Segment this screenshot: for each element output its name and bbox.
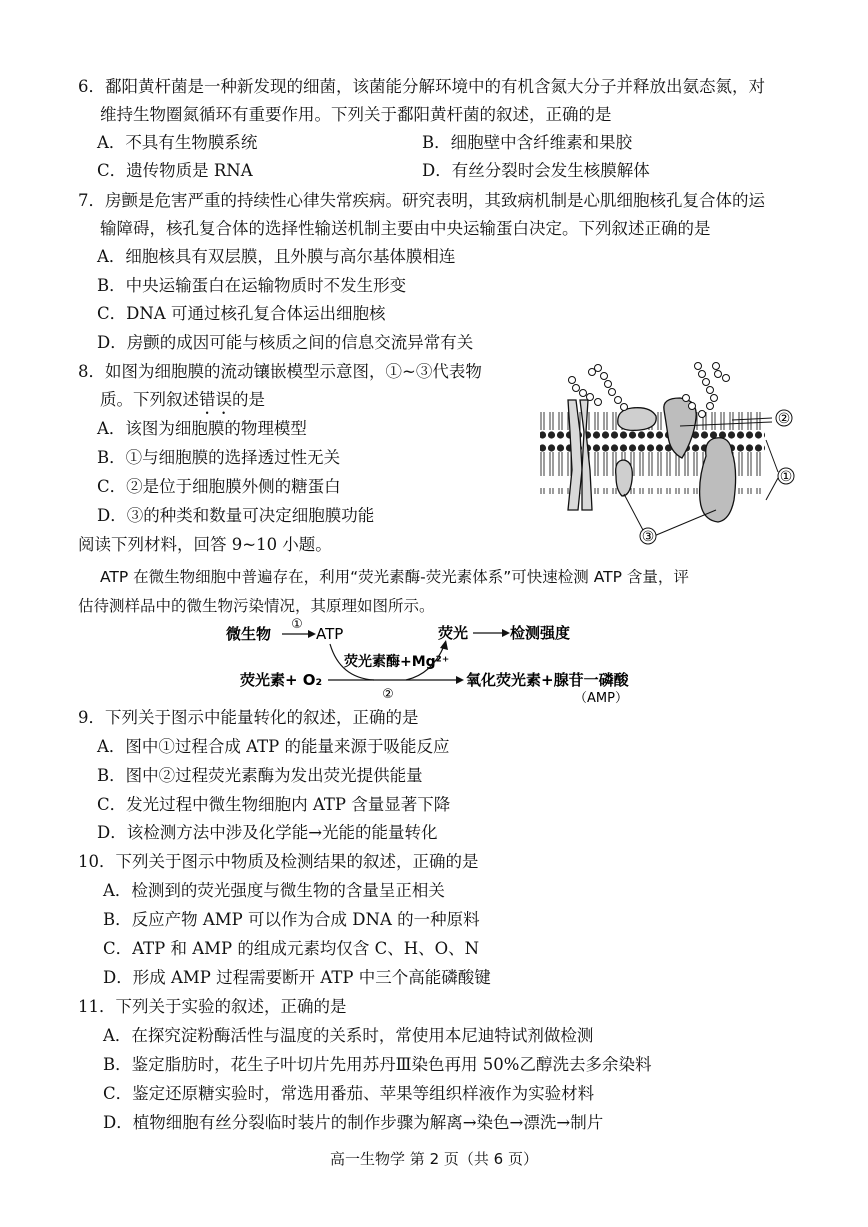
q9-option-a: A．图中①过程合成 ATP 的能量来源于吸能反应 xyxy=(97,737,450,756)
scheme-product: 氧化荧光素+腺苷一磷酸 xyxy=(466,671,629,689)
q10-option-a: A．检测到的荧光强度与微生物的含量呈正相关 xyxy=(103,881,445,900)
cell-membrane-diagram xyxy=(520,360,810,550)
label-2: ② xyxy=(777,411,791,427)
q6-option-a: A．不具有生物膜系统 xyxy=(97,133,258,152)
q7-option-a: A．细胞核具有双层膜，且外膜与高尔基体膜相连 xyxy=(97,247,456,266)
scheme-amp: （AMP） xyxy=(574,691,628,704)
q6-option-d: D．有丝分裂时会发生核膜解体 xyxy=(422,161,650,180)
q6-option-b: B．细胞壁中含纤维素和果胶 xyxy=(422,133,633,152)
q10-option-c: C．ATP 和 AMP 的组成元素均仅含 C、H、O、N xyxy=(103,939,480,958)
q9-option-d: D．该检测方法中涉及化学能→光能的能量转化 xyxy=(97,823,438,842)
scheme-substrate: 荧光素+ O₂ xyxy=(240,671,323,689)
q7-stem-line1: 7．房颤是危害严重的持续性心律失常疾病。研究表明，其致病机制是心肌细胞核孔复合体的运 xyxy=(78,191,765,210)
scheme-step2: ② xyxy=(382,687,394,702)
surface-protein-left xyxy=(618,408,656,431)
scheme-step1: ① xyxy=(291,618,303,632)
q8-option-b: B．①与细胞膜的选择透过性无关 xyxy=(97,448,341,467)
q6-stem-line1: 6．鄱阳黄杆菌是一种新发现的细菌，该菌能分解环境中的有机含氮大分子并释放出氨态氮，对 xyxy=(78,77,765,96)
q10-stem: 10．下列关于图示中物质及检测结果的叙述，正确的是 xyxy=(78,852,479,871)
page-footer: 高一生物学 第 2 页（共 6 页） xyxy=(330,1150,538,1168)
reading-intro: 阅读下列材料，回答 9~10 小题。 xyxy=(78,535,332,554)
q8-option-a: A．该图为细胞膜的物理模型 xyxy=(97,419,307,438)
q10-option-b: B．反应产物 AMP 可以作为合成 DNA 的一种原料 xyxy=(103,910,480,929)
q11-stem: 11．下列关于实验的叙述，正确的是 xyxy=(78,997,347,1016)
q11-option-a: A．在探究淀粉酶活性与温度的关系时，常使用本尼迪特试剂做检测 xyxy=(103,1026,594,1045)
q7-option-b: B．中央运输蛋白在运输物质时不发生形变 xyxy=(97,276,407,295)
scheme-atp: ATP xyxy=(316,625,344,643)
q8-option-c: C．②是位于细胞膜外侧的糖蛋白 xyxy=(97,477,341,496)
q9-option-c: C．发光过程中微生物细胞内 ATP 含量显著下降 xyxy=(97,795,451,814)
q8-stem-line1: 8．如图为细胞膜的流动镶嵌模型示意图，①~③代表物 xyxy=(78,362,482,381)
q7-option-c: C．DNA 可通过核孔复合体运出细胞核 xyxy=(97,304,386,323)
q8-option-d: D．③的种类和数量可决定细胞膜功能 xyxy=(97,506,375,525)
q8-stem-line2: 质。下列叙述错误的是 xyxy=(100,390,265,409)
q9-stem: 9．下列关于图示中能量转化的叙述，正确的是 xyxy=(78,708,419,727)
q11-option-c: C．鉴定还原糖实验时，常选用番茄、苹果等组织样液作为实验材料 xyxy=(103,1084,595,1103)
q9-option-b: B．图中②过程荧光素酶为发出荧光提供能量 xyxy=(97,766,423,785)
q6-option-c: C．遗传物质是 RNA xyxy=(97,161,253,180)
q7-stem-line2: 输障碍，核孔复合体的选择性输送机制主要由中央运输蛋白决定。下列叙述正确的是 xyxy=(100,219,711,238)
scheme-enzyme: 荧光素酶+Mg²⁺ xyxy=(344,654,450,670)
scheme-detect-intensity: 检测强度 xyxy=(510,624,571,642)
atp-detection-scheme xyxy=(210,618,670,704)
q10-option-d: D．形成 AMP 过程需要断开 ATP 中三个高能磷酸键 xyxy=(103,968,491,987)
emphasis-mark-error: 错误 xyxy=(199,390,232,409)
label-1: ① xyxy=(779,469,793,485)
q11-option-d: D．植物细胞有丝分裂临时装片的制作步骤为解离→染色→漂洗→制片 xyxy=(103,1113,604,1132)
reading-paragraph-line1: ATP 在微生物细胞中普遍存在，利用“荧光素酶-荧光素体系”可快速检测 ATP 含量，评 xyxy=(100,568,689,586)
q6-stem-line2: 维持生物圈氮循环有重要作用。下列关于鄱阳黄杆菌的叙述，正确的是 xyxy=(100,105,612,124)
scheme-fluorescence: 荧光 xyxy=(438,624,469,642)
q11-option-b: B．鉴定脂肪时，花生子叶切片先用苏丹Ⅲ染色再用 50%乙醇洗去多余染料 xyxy=(103,1055,652,1074)
scheme-microbe: 微生物 xyxy=(226,625,272,643)
q7-option-d: D．房颤的成因可能与核质之间的信息交流异常有关 xyxy=(97,333,474,352)
label-3: ③ xyxy=(641,529,655,545)
peripheral-protein xyxy=(616,460,633,496)
reading-paragraph-line2: 估待测样品中的微生物污染情况，其原理如图所示。 xyxy=(78,597,435,615)
